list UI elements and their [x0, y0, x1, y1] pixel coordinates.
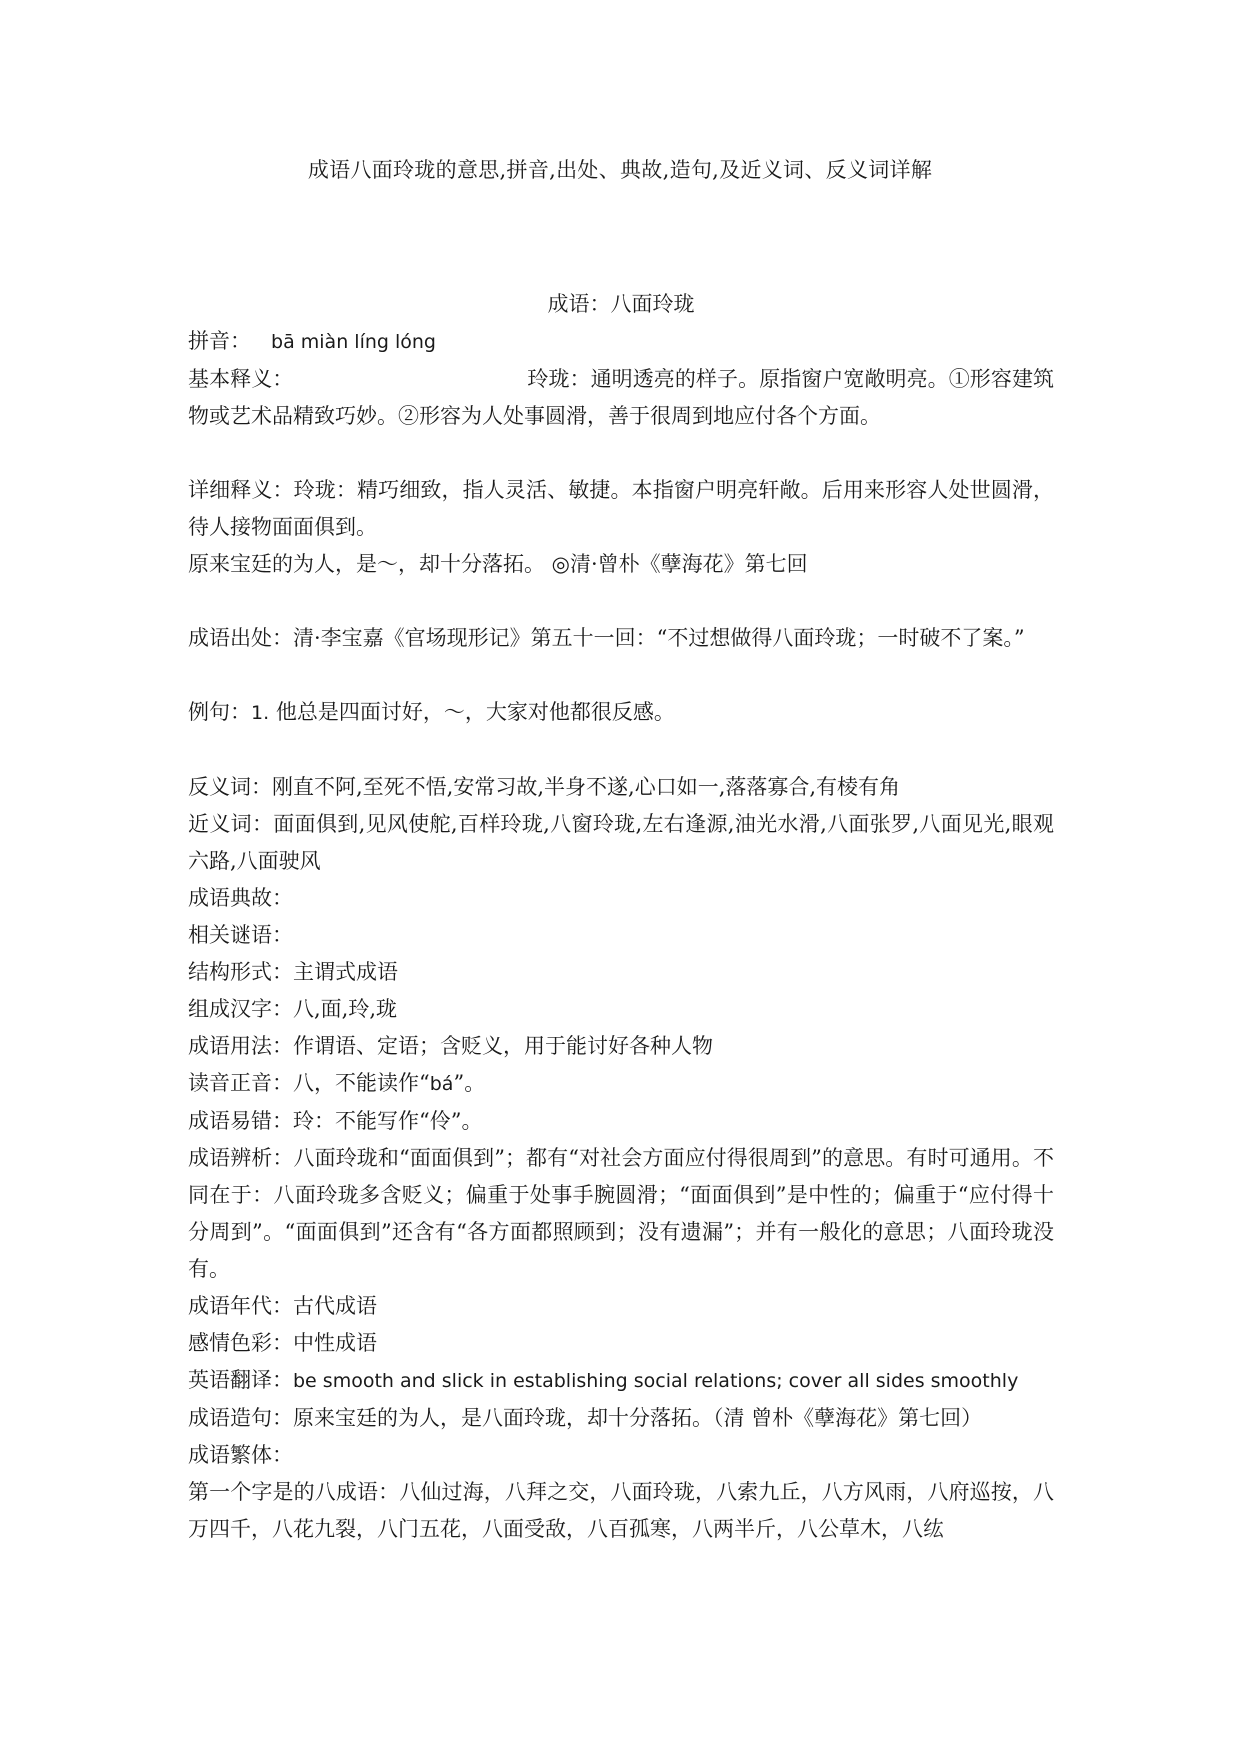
idiom-heading: 成语：八面玲珑	[547, 292, 695, 316]
field-value: 中性成语	[293, 1331, 377, 1355]
field-antonyms	[188, 769, 1054, 806]
field-traditional	[188, 1437, 1054, 1474]
detailed-meaning: 详细释义：玲珑：精巧细致，指人灵活、敏捷。本指窗户明亮轩敞。后用来形容人处世圆滑，待人接物面面俱到。	[188, 478, 1054, 539]
blank-line	[188, 657, 1054, 694]
field-allusion	[188, 880, 1054, 917]
field-label: 英语翻译：	[188, 1368, 293, 1392]
field-label: 读音正音：	[188, 1071, 293, 1095]
field-value: 面面俱到,见风使舵,百样玲珑,八窗玲珑,左右逢源,油光水滑,八面张罗,八面见光,眼观六路,八面驶风	[188, 812, 1054, 873]
field-value: 作谓语、定语；含贬义，用于能讨好各种人物	[293, 1034, 713, 1058]
blank-line	[188, 732, 1054, 769]
example-sentence	[188, 694, 1054, 732]
pronounce-post: ”。	[453, 1071, 486, 1095]
detailed-example: 原来宝廷的为人，是～，却十分落拓。 ◎清·曾朴《孽海花》第七回	[188, 552, 808, 576]
basic-meaning	[188, 361, 1054, 435]
document-body	[188, 286, 1054, 1548]
field-value: 八面玲珑和“面面俱到”；都有“对社会方面应付得很周到”的意思。有时可通用。不同在于：八面玲珑多含贬义；偏重于处事手腕圆滑；“面面俱到”是中性的；偏重于“应付得十分周到”。“面面俱到”还含有“各方面都照顾到；没有遗漏”；并有一般化的意思；八面玲珑没有。	[188, 1146, 1054, 1281]
field-label: 成语年代：	[188, 1294, 293, 1318]
field-characters	[188, 991, 1054, 1028]
field-label: 成语典故：	[188, 886, 293, 910]
pinyin-value: bā miàn líng lóng	[271, 331, 436, 353]
field-value: 主谓式成语	[293, 960, 398, 984]
field-sentiment	[188, 1325, 1054, 1362]
blank-line	[188, 583, 1054, 620]
field-structure	[188, 954, 1054, 991]
idiom-source: 成语出处：清·李宝嘉《官场现形记》第五十一回：“不过想做得八面玲珑；一时破不了案。”	[188, 626, 1025, 650]
field-value: 第一个字是的八成语：八仙过海，八拜之交，八面玲珑，八索九丘，八方风雨，八府巡按，八万四千，八花九裂，八门五花，八面受敌，八百孤寒，八两半斤，八公草木，八纮	[188, 1480, 1054, 1541]
basic-meaning-label: 基本释义：	[188, 367, 294, 391]
field-label: 成语繁体：	[188, 1443, 293, 1467]
example-label: 例句：	[188, 700, 251, 724]
field-usage	[188, 1028, 1054, 1065]
field-english	[188, 1362, 1054, 1400]
field-riddle	[188, 917, 1054, 954]
field-value: 八,面,玲,珑	[293, 997, 398, 1021]
field-label: 成语造句：	[188, 1406, 293, 1430]
example-number: 1.	[251, 702, 270, 724]
field-value: 玲：不能写作“伶”。	[293, 1109, 483, 1133]
field-pronunciation	[188, 1065, 1054, 1103]
pronounce-latin: bá	[429, 1073, 454, 1095]
field-label: 近义词：	[188, 812, 274, 836]
field-value: 原来宝廷的为人，是八面玲珑，却十分落拓。（清 曾朴《孽海花》第七回）	[293, 1406, 983, 1430]
basic-meaning-value: 玲珑：通明透亮的样子。原指窗户宽敞明亮。①形容建筑物或艺术品精致巧妙。②形容为人处事圆滑，善于很周到地应付各个方面。	[188, 367, 1055, 428]
field-label: 相关谜语：	[188, 923, 293, 947]
field-value: 古代成语	[293, 1294, 377, 1318]
field-label: 成语辨析：	[188, 1146, 294, 1170]
field-sentence	[188, 1400, 1054, 1437]
pronounce-pre: 八，不能读作“	[293, 1071, 430, 1095]
document-title: 成语八面玲珑的意思,拼音,出处、典故,造句,及近义词、反义词详解	[307, 158, 933, 182]
field-label: 成语易错：	[188, 1109, 293, 1133]
example-value: 他总是四面讨好，～，大家对他都很反感。	[275, 700, 675, 724]
pinyin-label: 拼音：	[188, 329, 251, 353]
field-label: 反义词：	[188, 775, 272, 799]
english-value: be smooth and slick in establishing social relations; cover all sides smoothly	[293, 1370, 1019, 1392]
related-idioms	[188, 1474, 1054, 1548]
field-analysis	[188, 1140, 1054, 1288]
field-label: 感情色彩：	[188, 1331, 293, 1355]
blank-line	[188, 435, 1054, 472]
field-common-error	[188, 1103, 1054, 1140]
pinyin-line	[188, 323, 1054, 361]
field-value: 刚直不阿,至死不悟,安常习故,半身不遂,心口如一,落落寡合,有棱有角	[272, 775, 901, 799]
field-era	[188, 1288, 1054, 1325]
field-synonyms	[188, 806, 1054, 880]
field-label: 成语用法：	[188, 1034, 293, 1058]
field-label: 结构形式：	[188, 960, 293, 984]
field-label: 组成汉字：	[188, 997, 293, 1021]
